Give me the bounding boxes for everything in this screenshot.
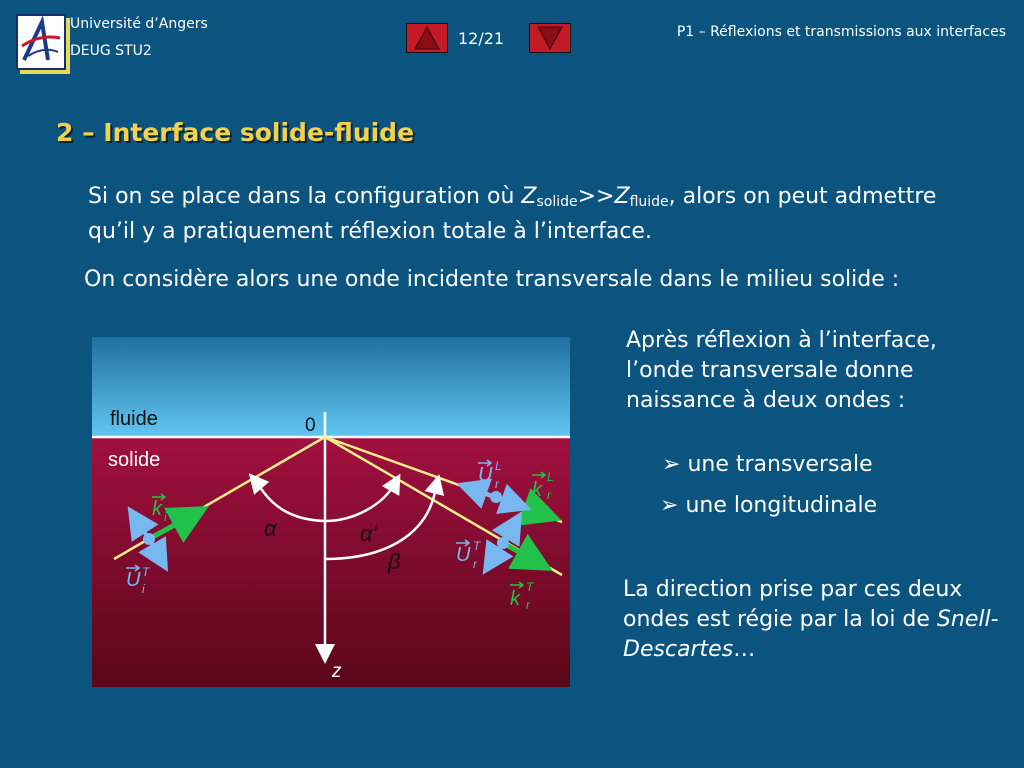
- k-symbol: k: [510, 588, 520, 610]
- arrow-bullet-icon: ➢: [662, 452, 681, 477]
- sub-r: r: [473, 557, 477, 571]
- subscript-fluide: fluide: [629, 194, 669, 210]
- chapter-title: P1 – Réflexions et transmissions aux interfaces: [676, 24, 1006, 40]
- p4-text-start: La direction prise par ces deux ondes est régie par la loi de: [623, 577, 963, 632]
- incident-particle: [143, 533, 155, 545]
- paragraph-incident-wave: On considère alors une onde incidente transversale dans le milieu solide :: [84, 267, 900, 292]
- solid-label: solide: [108, 449, 161, 471]
- bullet-item-longitudinale: [660, 491, 877, 521]
- k-symbol: k: [152, 498, 162, 520]
- sup-T: T: [526, 580, 534, 594]
- sub-i: i: [164, 510, 167, 524]
- previous-slide-button[interactable]: [406, 23, 448, 53]
- reflected-transversal-particle: [497, 537, 509, 549]
- z-symbol: Z: [521, 184, 537, 209]
- paragraph-snell-descartes: [623, 575, 1003, 665]
- down-triangle-icon: [530, 24, 570, 52]
- fluid-label: fluide: [110, 408, 158, 430]
- z-axis-label: z: [332, 661, 342, 682]
- university-name: Université d’Angers: [70, 16, 208, 32]
- z-symbol-2: Z: [614, 184, 630, 209]
- reflected-longitudinal-particle: [490, 491, 502, 503]
- origin-label: 0: [305, 415, 316, 436]
- sup-L: L: [547, 470, 554, 484]
- sub-r: r: [495, 477, 499, 491]
- paragraph-configuration: [88, 182, 988, 247]
- k-symbol: k: [532, 479, 542, 501]
- sub-r: r: [526, 598, 530, 612]
- up-triangle-icon: [407, 24, 447, 52]
- sub-i: i: [142, 582, 145, 596]
- paragraph-after-reflection: Après réflexion à l’interface, l’onde transversale donne naissance à deux ondes :: [626, 328, 937, 413]
- page-indicator: 12/21: [458, 29, 505, 48]
- bullet-label: une transversale: [687, 452, 873, 477]
- bullet-label: une longitudinale: [685, 493, 878, 518]
- law-name: Snell-Descartes: [623, 607, 999, 662]
- sup-L: L: [495, 459, 502, 473]
- sub-r: r: [547, 488, 551, 502]
- subscript-solide: solide: [536, 194, 578, 210]
- fluid-medium: [92, 337, 570, 437]
- alpha-prime-label: α': [360, 521, 377, 546]
- university-logo: [16, 14, 66, 70]
- u-symbol: U: [478, 464, 493, 486]
- program-name: DEUG STU2: [70, 43, 152, 59]
- logo-mark: [18, 16, 64, 68]
- bullet-item-transversale: [662, 450, 873, 480]
- arrow-bullet-icon: ➢: [660, 493, 679, 518]
- p4-ellipsis: …: [733, 637, 756, 662]
- slide-title: 2 – Interface solide-fluide: [56, 118, 415, 147]
- next-slide-button[interactable]: [529, 23, 571, 53]
- sup-T: T: [473, 539, 481, 553]
- beta-label: β: [388, 549, 401, 574]
- u-symbol: U: [126, 569, 141, 591]
- u-symbol: U: [456, 544, 471, 566]
- much-greater-symbol: >>: [577, 184, 615, 209]
- interface-diagram: [92, 337, 570, 687]
- sup-T: T: [142, 565, 150, 579]
- p1-text-start: Si on se place dans la configuration où: [88, 184, 522, 209]
- alpha-label: α: [264, 516, 277, 541]
- p1-text-end: , alors on peut admettre qu’il y a pratiquement réflexion totale à l’interface.: [88, 184, 937, 244]
